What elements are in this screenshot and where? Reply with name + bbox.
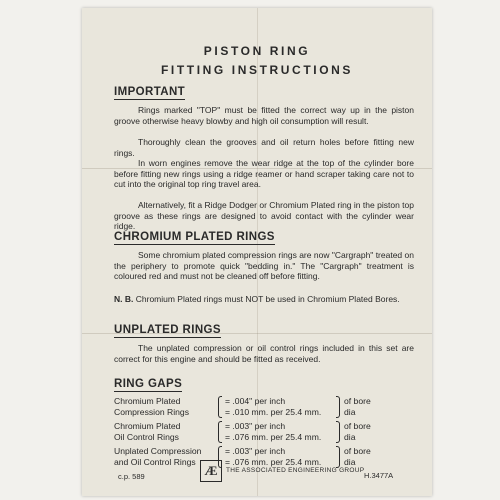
company-name: THE ASSOCIATED ENGINEERING GROUP	[226, 467, 365, 474]
unplated-heading: UNPLATED RINGS	[114, 324, 221, 336]
nb-note	[114, 294, 414, 305]
unplated-p1-text: The unplated compression or oil control rings included in this set are correct for this engine and should be fitted as received.	[114, 343, 414, 364]
gap-value-inch: = .003" per inch	[225, 446, 286, 456]
gap-unit-dia: dia	[344, 432, 356, 442]
chromium-p1-text: Some chromium plated compression rings are now "Cargraph" treated on the periphery to promote quick "bedding in." The "Cargraph" treatment is coloured red and must not be cleaned off before fitting.	[114, 250, 414, 282]
ring-gap-row	[114, 421, 414, 443]
gap-unit-bore: of bore	[344, 396, 371, 406]
instruction-sheet	[82, 8, 432, 496]
unplated-paragraph	[114, 343, 414, 364]
gap-unit-dia: dia	[344, 407, 356, 417]
gap-label-line1: Chromium Plated	[114, 396, 181, 406]
important-paragraph-3	[114, 158, 414, 190]
important-p4-text: Alternatively, fit a Ridge Dodger or Chromium Plated ring in the piston top groove as these rings are designed to avoid contact with the cylinder wear ridge.	[114, 200, 414, 232]
important-paragraph-4	[114, 200, 414, 232]
document-code: H.3477A	[364, 471, 394, 480]
gap-unit-dia: dia	[344, 457, 356, 467]
important-p2-text: Thoroughly clean the grooves and oil return holes before fitting new rings.	[114, 137, 414, 158]
ring-gaps-heading: RING GAPS	[114, 378, 183, 390]
important-heading: IMPORTANT	[114, 86, 186, 98]
chromium-heading: CHROMIUM PLATED RINGS	[114, 231, 275, 243]
important-p3-text: In worn engines remove the wear ridge at the top of the cylinder bore before fitting new rings using a ridge reamer or hand scraper taking care not to cut into the original top ring travel area.	[114, 158, 414, 190]
gap-value-mm: = .076 mm. per 25.4 mm.	[225, 432, 322, 442]
brace-right	[336, 396, 340, 418]
nb-label: N. B.	[114, 294, 134, 304]
gap-label-line2: Compression Rings	[114, 407, 189, 417]
important-paragraph-2	[114, 137, 414, 158]
gap-value-mm: = .010 mm. per 25.4 mm.	[225, 407, 322, 417]
nb-text: Chromium Plated rings must NOT be used in Chromium Plated Bores.	[135, 294, 400, 304]
brace-right	[336, 446, 340, 468]
gap-value-inch: = .003" per inch	[225, 421, 286, 431]
ring-gap-row	[114, 396, 414, 418]
important-p1-text: Rings marked "TOP" must be fitted the correct way up in the piston groove otherwise heavy blowby and high oil consumption will result.	[114, 105, 414, 126]
ring-gap-row	[114, 446, 414, 468]
gap-unit-bore: of bore	[344, 446, 371, 456]
ae-logo-icon: Æ	[200, 460, 222, 482]
brace-left	[218, 421, 222, 443]
gap-unit-bore: of bore	[344, 421, 371, 431]
title-line-1: PISTON RING	[203, 44, 311, 58]
important-paragraph-1	[114, 105, 414, 126]
title-line-2: FITTING INSTRUCTIONS	[161, 63, 353, 77]
gap-value-inch: = .004" per inch	[225, 396, 286, 406]
gap-label-line1: Unplated Compression	[114, 446, 202, 456]
gap-label-line1: Chromium Plated	[114, 421, 181, 431]
gap-label-line2: and Oil Control Rings	[114, 457, 196, 467]
chromium-paragraph	[114, 250, 414, 282]
brace-left	[218, 396, 222, 418]
brace-right	[336, 421, 340, 443]
print-code: c.p. 589	[118, 472, 145, 481]
gap-value-mm: = .076 mm. per 25.4 mm.	[225, 457, 322, 467]
gap-label-line2: Oil Control Rings	[114, 432, 179, 442]
